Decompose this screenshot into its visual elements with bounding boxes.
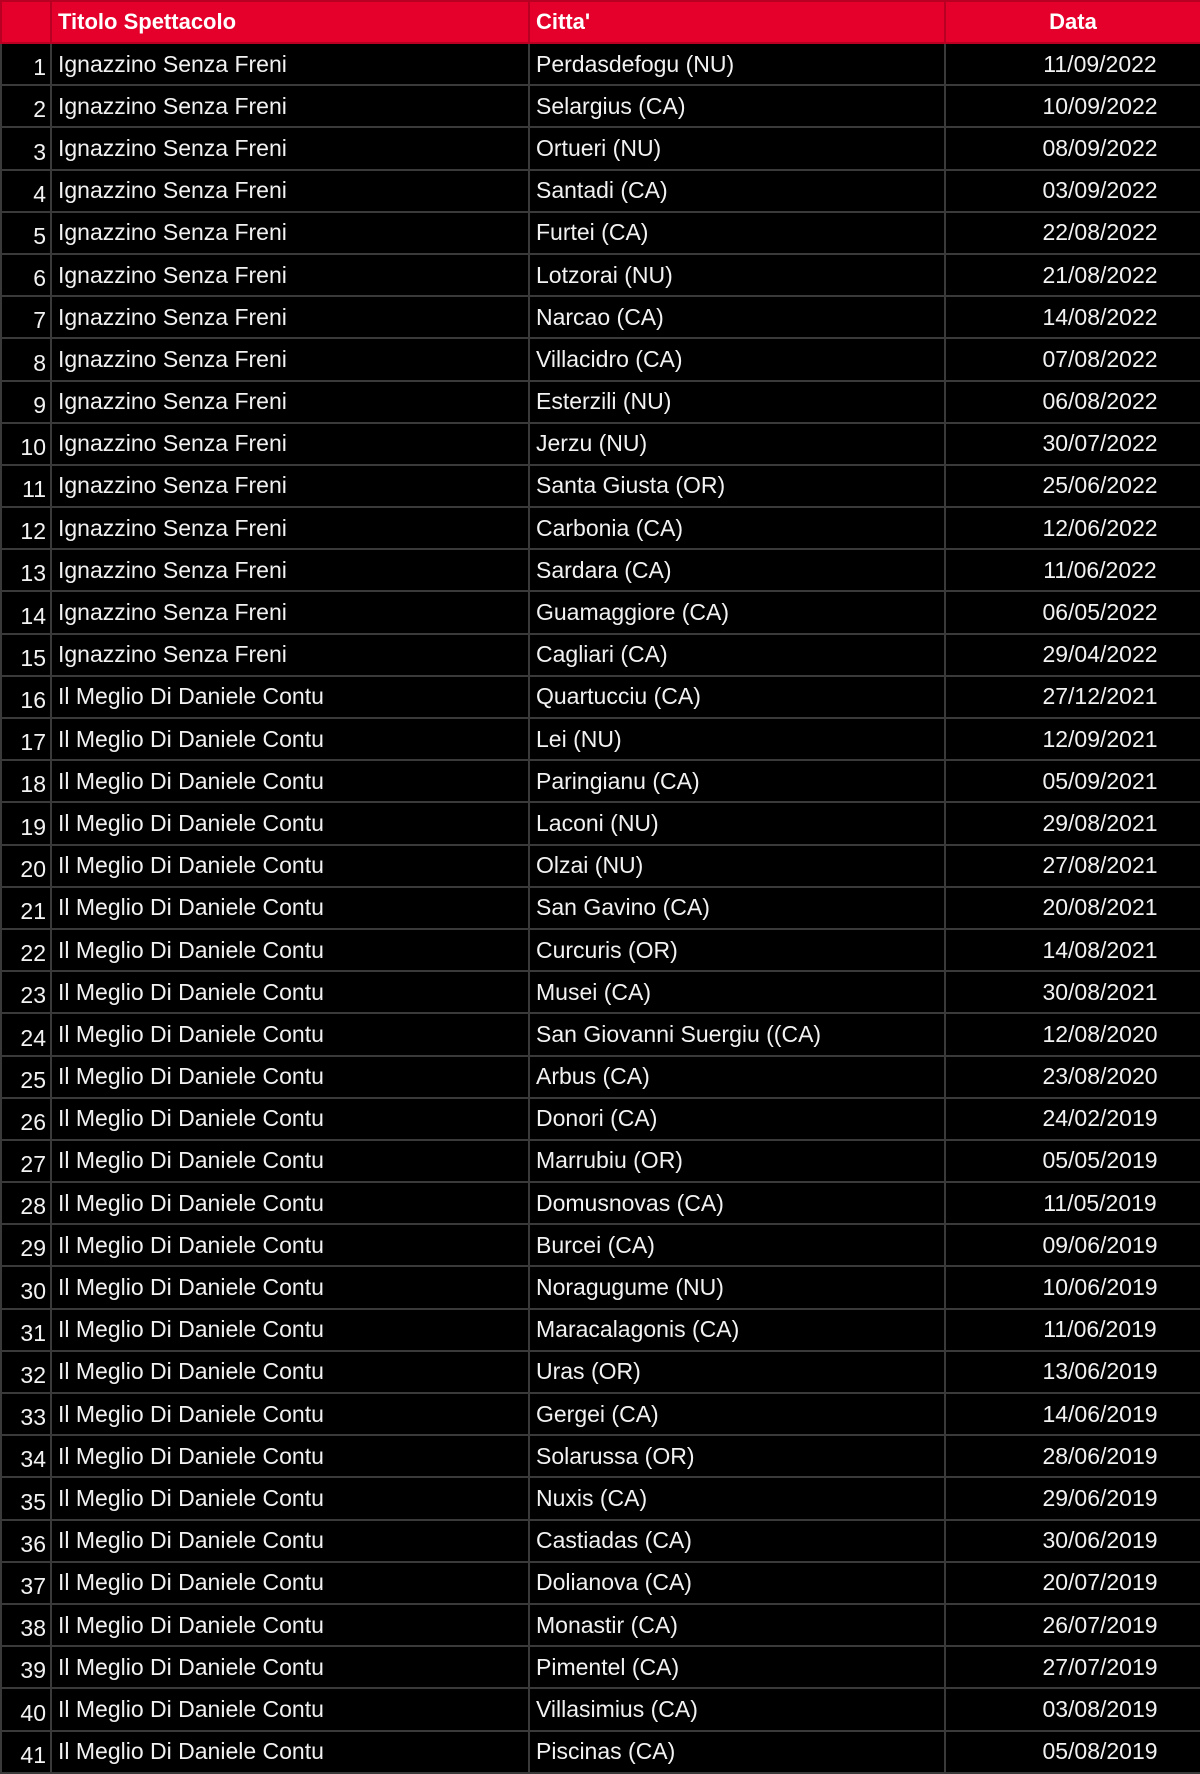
date-cell: 11/06/2019 <box>945 1309 1200 1351</box>
show-title-cell: Ignazzino Senza Freni <box>51 465 529 507</box>
city-cell: Paringianu (CA) <box>529 760 945 802</box>
show-title-cell: Ignazzino Senza Freni <box>51 212 529 254</box>
date-cell: 03/08/2019 <box>945 1688 1200 1730</box>
table-row <box>1 43 1200 85</box>
row-number: 9 <box>1 381 51 423</box>
show-title-cell: Ignazzino Senza Freni <box>51 43 529 85</box>
row-number: 8 <box>1 338 51 380</box>
show-title-cell: Il Meglio Di Daniele Contu <box>51 1309 529 1351</box>
date-cell: 08/09/2022 <box>945 127 1200 169</box>
date-cell: 06/05/2022 <box>945 591 1200 633</box>
city-cell: Villasimius (CA) <box>529 1688 945 1730</box>
city-cell: Piscinas (CA) <box>529 1731 945 1773</box>
city-cell: Ortueri (NU) <box>529 127 945 169</box>
city-cell: Monastir (CA) <box>529 1604 945 1646</box>
show-title-cell: Il Meglio Di Daniele Contu <box>51 929 529 971</box>
city-cell: Guamaggiore (CA) <box>529 591 945 633</box>
table-row <box>1 465 1200 507</box>
row-number: 2 <box>1 85 51 127</box>
row-number: 15 <box>1 634 51 676</box>
table-row <box>1 802 1200 844</box>
date-cell: 29/04/2022 <box>945 634 1200 676</box>
table-row <box>1 1098 1200 1140</box>
city-cell: Pimentel (CA) <box>529 1646 945 1688</box>
table-row <box>1 591 1200 633</box>
table-row <box>1 1562 1200 1604</box>
table-row <box>1 718 1200 760</box>
date-cell: 20/08/2021 <box>945 887 1200 929</box>
city-cell: Domusnovas (CA) <box>529 1182 945 1224</box>
date-cell: 30/07/2022 <box>945 423 1200 465</box>
city-cell: Nuxis (CA) <box>529 1477 945 1519</box>
show-title-cell: Ignazzino Senza Freni <box>51 127 529 169</box>
date-cell: 12/06/2022 <box>945 507 1200 549</box>
table-row <box>1 338 1200 380</box>
row-number: 39 <box>1 1646 51 1688</box>
row-number: 16 <box>1 676 51 718</box>
date-cell: 14/08/2022 <box>945 296 1200 338</box>
city-cell: Cagliari (CA) <box>529 634 945 676</box>
row-number: 31 <box>1 1309 51 1351</box>
date-cell: 21/08/2022 <box>945 254 1200 296</box>
date-cell: 11/06/2022 <box>945 549 1200 591</box>
table-row <box>1 212 1200 254</box>
row-number: 29 <box>1 1224 51 1266</box>
show-title-cell: Ignazzino Senza Freni <box>51 296 529 338</box>
show-title-cell: Ignazzino Senza Freni <box>51 634 529 676</box>
row-number: 19 <box>1 802 51 844</box>
show-title-cell: Ignazzino Senza Freni <box>51 338 529 380</box>
show-title-cell: Ignazzino Senza Freni <box>51 381 529 423</box>
city-cell: Villacidro (CA) <box>529 338 945 380</box>
city-cell: Sardara (CA) <box>529 549 945 591</box>
show-title-cell: Il Meglio Di Daniele Contu <box>51 1604 529 1646</box>
table-row <box>1 929 1200 971</box>
date-cell: 10/09/2022 <box>945 85 1200 127</box>
table-row <box>1 254 1200 296</box>
show-title-cell: Il Meglio Di Daniele Contu <box>51 676 529 718</box>
table-row <box>1 1056 1200 1098</box>
city-cell: Selargius (CA) <box>529 85 945 127</box>
show-title-cell: Il Meglio Di Daniele Contu <box>51 1477 529 1519</box>
date-cell: 13/06/2019 <box>945 1351 1200 1393</box>
date-cell: 11/09/2022 <box>945 43 1200 85</box>
city-cell: Arbus (CA) <box>529 1056 945 1098</box>
table-row <box>1 1140 1200 1182</box>
row-number: 5 <box>1 212 51 254</box>
table-row <box>1 1351 1200 1393</box>
row-number: 26 <box>1 1098 51 1140</box>
date-cell: 22/08/2022 <box>945 212 1200 254</box>
table-row <box>1 1309 1200 1351</box>
header-title: Titolo Spettacolo <box>51 1 529 43</box>
table-row <box>1 423 1200 465</box>
city-cell: Maracalagonis (CA) <box>529 1309 945 1351</box>
table-body <box>1 43 1200 1773</box>
row-number: 24 <box>1 1013 51 1055</box>
city-cell: Esterzili (NU) <box>529 381 945 423</box>
show-title-cell: Il Meglio Di Daniele Contu <box>51 1266 529 1308</box>
row-number: 12 <box>1 507 51 549</box>
row-number: 33 <box>1 1393 51 1435</box>
table-row <box>1 1435 1200 1477</box>
row-number: 1 <box>1 43 51 85</box>
date-cell: 23/08/2020 <box>945 1056 1200 1098</box>
row-number: 20 <box>1 845 51 887</box>
row-number: 34 <box>1 1435 51 1477</box>
header-row-number <box>1 1 51 43</box>
row-number: 30 <box>1 1266 51 1308</box>
show-title-cell: Il Meglio Di Daniele Contu <box>51 1013 529 1055</box>
row-number: 25 <box>1 1056 51 1098</box>
table-row <box>1 127 1200 169</box>
show-title-cell: Il Meglio Di Daniele Contu <box>51 802 529 844</box>
city-cell: Gergei (CA) <box>529 1393 945 1435</box>
row-number: 13 <box>1 549 51 591</box>
show-title-cell: Il Meglio Di Daniele Contu <box>51 971 529 1013</box>
show-title-cell: Ignazzino Senza Freni <box>51 254 529 296</box>
show-title-cell: Il Meglio Di Daniele Contu <box>51 845 529 887</box>
row-number: 4 <box>1 170 51 212</box>
row-number: 3 <box>1 127 51 169</box>
row-number: 21 <box>1 887 51 929</box>
row-number: 28 <box>1 1182 51 1224</box>
show-title-cell: Il Meglio Di Daniele Contu <box>51 1646 529 1688</box>
header-row <box>1 1 1200 43</box>
show-title-cell: Il Meglio Di Daniele Contu <box>51 1731 529 1773</box>
show-title-cell: Il Meglio Di Daniele Contu <box>51 1182 529 1224</box>
city-cell: Noragugume (NU) <box>529 1266 945 1308</box>
show-title-cell: Ignazzino Senza Freni <box>51 591 529 633</box>
table-row <box>1 85 1200 127</box>
table-row <box>1 1224 1200 1266</box>
show-title-cell: Ignazzino Senza Freni <box>51 170 529 212</box>
date-cell: 09/06/2019 <box>945 1224 1200 1266</box>
table-row <box>1 760 1200 802</box>
table-row <box>1 1182 1200 1224</box>
city-cell: Santadi (CA) <box>529 170 945 212</box>
table-row <box>1 381 1200 423</box>
date-cell: 12/08/2020 <box>945 1013 1200 1055</box>
date-cell: 29/08/2021 <box>945 802 1200 844</box>
show-title-cell: Il Meglio Di Daniele Contu <box>51 1393 529 1435</box>
header-city: Citta' <box>529 1 945 43</box>
city-cell: Furtei (CA) <box>529 212 945 254</box>
row-number: 32 <box>1 1351 51 1393</box>
table-row <box>1 1013 1200 1055</box>
date-cell: 30/08/2021 <box>945 971 1200 1013</box>
table-row <box>1 1266 1200 1308</box>
row-number: 41 <box>1 1731 51 1773</box>
table-header <box>1 1 1200 43</box>
table-row <box>1 507 1200 549</box>
row-number: 35 <box>1 1477 51 1519</box>
city-cell: Perdasdefogu (NU) <box>529 43 945 85</box>
show-title-cell: Il Meglio Di Daniele Contu <box>51 1224 529 1266</box>
date-cell: 25/06/2022 <box>945 465 1200 507</box>
city-cell: Castiadas (CA) <box>529 1520 945 1562</box>
date-cell: 05/05/2019 <box>945 1140 1200 1182</box>
row-number: 23 <box>1 971 51 1013</box>
date-cell: 30/06/2019 <box>945 1520 1200 1562</box>
row-number: 11 <box>1 465 51 507</box>
city-cell: Marrubiu (OR) <box>529 1140 945 1182</box>
city-cell: Santa Giusta (OR) <box>529 465 945 507</box>
table-row <box>1 1520 1200 1562</box>
row-number: 17 <box>1 718 51 760</box>
show-title-cell: Il Meglio Di Daniele Contu <box>51 1435 529 1477</box>
show-title-cell: Il Meglio Di Daniele Contu <box>51 760 529 802</box>
show-title-cell: Il Meglio Di Daniele Contu <box>51 1140 529 1182</box>
date-cell: 26/07/2019 <box>945 1604 1200 1646</box>
table-row <box>1 887 1200 929</box>
date-cell: 14/06/2019 <box>945 1393 1200 1435</box>
date-cell: 05/09/2021 <box>945 760 1200 802</box>
city-cell: Uras (OR) <box>529 1351 945 1393</box>
header-date: Data <box>945 1 1200 43</box>
table-row <box>1 170 1200 212</box>
row-number: 27 <box>1 1140 51 1182</box>
date-cell: 12/09/2021 <box>945 718 1200 760</box>
city-cell: Curcuris (OR) <box>529 929 945 971</box>
city-cell: Donori (CA) <box>529 1098 945 1140</box>
show-title-cell: Ignazzino Senza Freni <box>51 549 529 591</box>
table-row <box>1 549 1200 591</box>
city-cell: Solarussa (OR) <box>529 1435 945 1477</box>
row-number: 14 <box>1 591 51 633</box>
date-cell: 11/05/2019 <box>945 1182 1200 1224</box>
table-row <box>1 1393 1200 1435</box>
row-number: 40 <box>1 1688 51 1730</box>
date-cell: 10/06/2019 <box>945 1266 1200 1308</box>
show-title-cell: Il Meglio Di Daniele Contu <box>51 1688 529 1730</box>
date-cell: 29/06/2019 <box>945 1477 1200 1519</box>
table-row <box>1 1688 1200 1730</box>
table-row <box>1 634 1200 676</box>
date-cell: 20/07/2019 <box>945 1562 1200 1604</box>
table-row <box>1 1731 1200 1773</box>
show-title-cell: Il Meglio Di Daniele Contu <box>51 718 529 760</box>
date-cell: 27/07/2019 <box>945 1646 1200 1688</box>
city-cell: Carbonia (CA) <box>529 507 945 549</box>
table-row <box>1 1604 1200 1646</box>
show-title-cell: Il Meglio Di Daniele Contu <box>51 887 529 929</box>
date-cell: 03/09/2022 <box>945 170 1200 212</box>
show-title-cell: Il Meglio Di Daniele Contu <box>51 1056 529 1098</box>
table-row <box>1 845 1200 887</box>
table-row <box>1 1477 1200 1519</box>
city-cell: Lei (NU) <box>529 718 945 760</box>
row-number: 22 <box>1 929 51 971</box>
row-number: 10 <box>1 423 51 465</box>
row-number: 7 <box>1 296 51 338</box>
row-number: 37 <box>1 1562 51 1604</box>
show-title-cell: Ignazzino Senza Freni <box>51 423 529 465</box>
date-cell: 28/06/2019 <box>945 1435 1200 1477</box>
city-cell: Jerzu (NU) <box>529 423 945 465</box>
row-number: 18 <box>1 760 51 802</box>
show-title-cell: Ignazzino Senza Freni <box>51 85 529 127</box>
row-number: 36 <box>1 1520 51 1562</box>
date-cell: 06/08/2022 <box>945 381 1200 423</box>
table-row <box>1 676 1200 718</box>
date-cell: 27/12/2021 <box>945 676 1200 718</box>
show-title-cell: Il Meglio Di Daniele Contu <box>51 1520 529 1562</box>
city-cell: Laconi (NU) <box>529 802 945 844</box>
row-number: 38 <box>1 1604 51 1646</box>
date-cell: 05/08/2019 <box>945 1731 1200 1773</box>
show-title-cell: Il Meglio Di Daniele Contu <box>51 1351 529 1393</box>
show-title-cell: Ignazzino Senza Freni <box>51 507 529 549</box>
table-row <box>1 296 1200 338</box>
table-row <box>1 971 1200 1013</box>
date-cell: 24/02/2019 <box>945 1098 1200 1140</box>
row-number: 6 <box>1 254 51 296</box>
date-cell: 07/08/2022 <box>945 338 1200 380</box>
city-cell: Quartucciu (CA) <box>529 676 945 718</box>
city-cell: San Gavino (CA) <box>529 887 945 929</box>
city-cell: San Giovanni Suergiu ((CA) <box>529 1013 945 1055</box>
city-cell: Musei (CA) <box>529 971 945 1013</box>
show-title-cell: Il Meglio Di Daniele Contu <box>51 1098 529 1140</box>
city-cell: Olzai (NU) <box>529 845 945 887</box>
date-cell: 14/08/2021 <box>945 929 1200 971</box>
city-cell: Narcao (CA) <box>529 296 945 338</box>
city-cell: Lotzorai (NU) <box>529 254 945 296</box>
date-cell: 27/08/2021 <box>945 845 1200 887</box>
show-title-cell: Il Meglio Di Daniele Contu <box>51 1562 529 1604</box>
city-cell: Burcei (CA) <box>529 1224 945 1266</box>
table-row <box>1 1646 1200 1688</box>
city-cell: Dolianova (CA) <box>529 1562 945 1604</box>
